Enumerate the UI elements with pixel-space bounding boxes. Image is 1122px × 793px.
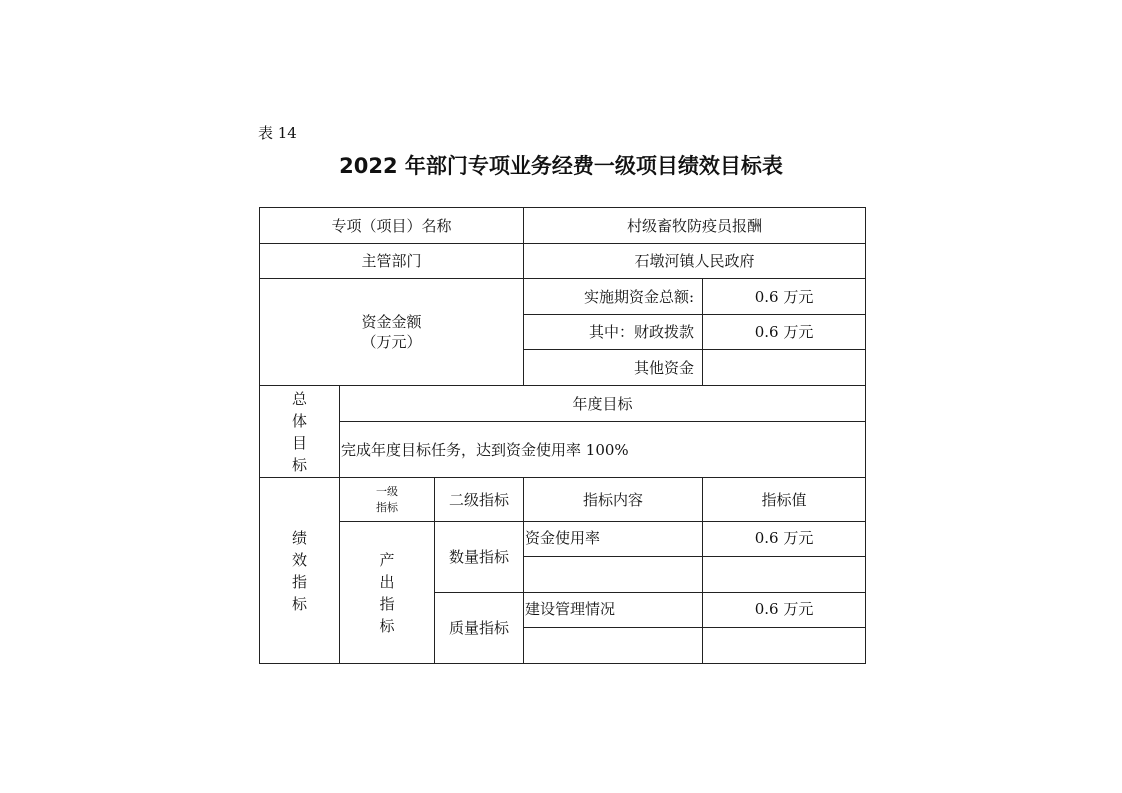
annual-goal-label: 年度目标 [340,386,866,422]
quantity-content-empty [524,557,703,593]
quantity-content: 资金使用率 [524,522,703,557]
quality-indicator-label: 质量指标 [435,593,524,664]
funds-other-label: 其他资金 [524,350,703,386]
table-row [260,208,866,244]
level2-header: 二级指标 [435,478,524,522]
funds-total-label: 实施期资金总额: [524,279,703,315]
table-row [260,478,866,522]
table-row [260,386,866,422]
value-header: 指标值 [703,478,866,522]
performance-table [259,207,866,664]
department-label: 主管部门 [260,244,524,279]
table-row [260,422,866,478]
funds-label [260,279,524,386]
table-number: 表 14 [258,124,297,142]
level1-header: 一级 指标 [340,478,435,522]
project-name-label: 专项（项目）名称 [260,208,524,244]
output-indicator-label: 产 出 指 标 [340,522,435,664]
quality-content: 建设管理情况 [524,593,703,628]
quantity-value-empty [703,557,866,593]
quantity-value: 0.6 万元 [703,522,866,557]
table-row [260,244,866,279]
funds-label-line2: （万元） [361,333,422,351]
department-value: 石墩河镇人民政府 [524,244,866,279]
funds-other-value [703,350,866,386]
funds-label-line1: 资金金额 [361,313,422,331]
overall-goal-label: 总 体 目 标 [260,386,340,478]
annual-goal-text: 完成年度目标任务，达到资金使用率 100% [340,422,866,478]
funds-fiscal-value: 0.6 万元 [703,315,866,350]
quality-content-empty [524,628,703,664]
funds-fiscal-label: 其中：财政拨款 [524,315,703,350]
table-row [260,279,866,315]
quality-value-empty [703,628,866,664]
funds-total-value: 0.6 万元 [703,279,866,315]
page-title: 2022 年部门专项业务经费一级项目绩效目标表 [339,154,783,178]
table-row [260,522,866,557]
project-name-value: 村级畜牧防疫员报酬 [524,208,866,244]
performance-label: 绩 效 指 标 [260,478,340,664]
quality-value: 0.6 万元 [703,593,866,628]
quantity-indicator-label: 数量指标 [435,522,524,593]
content-header: 指标内容 [524,478,703,522]
